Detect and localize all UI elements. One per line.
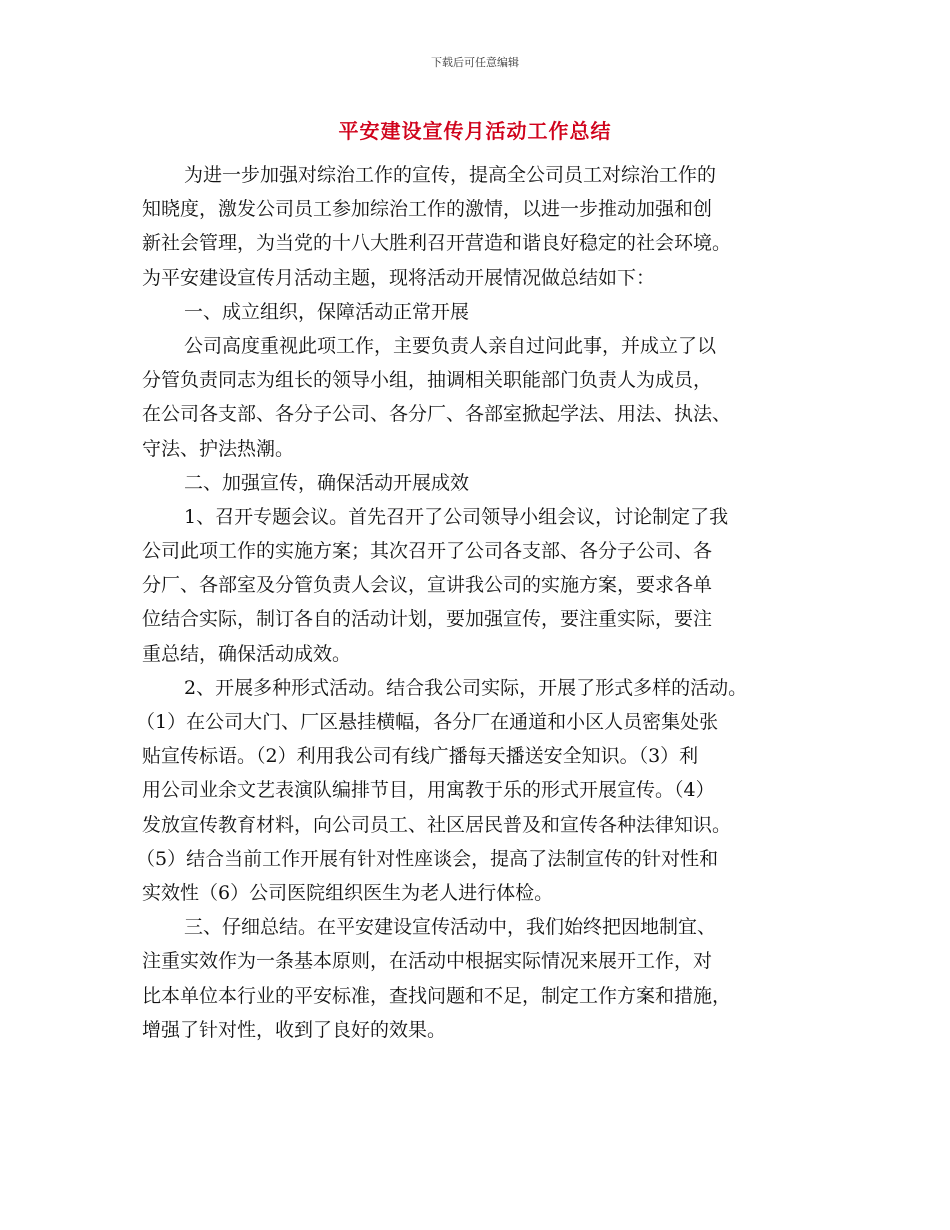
body-line: 位结合实际，制订各自的活动计划，要加强宣传，要注重实际，要注 [142, 608, 713, 631]
body-line: 为平安建设宣传月活动主题，现将活动开展情况做总结如下： [142, 266, 656, 289]
body-line: 分管负责同志为组长的领导小组，抽调相关职能部门负责人为成员， [142, 369, 713, 392]
body-line: 在公司各支部、各分子公司、各分厂、各部室掀起学法、用法、执法、 [142, 403, 732, 426]
document-title: 平安建设宣传月活动工作总结 [338, 119, 612, 143]
body-line: 增强了针对性，收到了良好的效果。 [142, 1018, 447, 1041]
body-line: 1、召开专题会议。首先召开了公司领导小组会议，讨论制定了我 [184, 505, 729, 528]
body-line: （1）在公司大门、厂区悬挂横幅，各分厂在通道和小区人员密集处张 [136, 711, 719, 733]
body-line: 守法、护法热潮。 [142, 437, 295, 460]
body-line: （5）结合当前工作开展有针对性座谈会，提高了法制宣传的针对性和 [136, 847, 719, 870]
body-line: 2、开展多种形式活动。结合我公司实际，开展了形式多样的活动。 [184, 676, 748, 699]
body-line: 发放宣传教育材料，向公司员工、社区居民普及和宣传各种法律知识。 [142, 813, 732, 836]
section-heading: 一、成立组织，保障活动正常开展 [184, 300, 470, 323]
body-line: 为进一步加强对综治工作的宣传，提高全公司员工对综治工作的 [184, 164, 717, 186]
body-line: 比本单位本行业的平安标准，查找问题和不足，制定工作方案和措施， [142, 984, 732, 1007]
body-line: 公司高度重视此项工作，主要负责人亲自过问此事，并成立了以 [184, 334, 717, 357]
body-line: 贴宣传标语。（2）利用我公司有线广播每天播送安全知识。（3）利 [142, 745, 699, 768]
body-line: 知晓度，激发公司员工参加综治工作的激情，以进一步推动加强和创 [142, 198, 713, 221]
section-heading: 三、仔细总结。在平安建设宣传活动中，我们始终把因地制宜、 [184, 916, 717, 939]
body-line: 公司此项工作的实施方案；其次召开了公司各支部、各分子公司、各 [142, 540, 713, 563]
body-line: 用公司业余文艺表演队编排节目，用寓教于乐的形式开展宣传。（4） [142, 779, 715, 802]
body-line: 重总结，确保活动成效。 [142, 642, 352, 665]
body-line: 分厂、各部室及分管负责人会议，宣讲我公司的实施方案，要求各单 [142, 574, 713, 597]
body-line: 注重实效作为一条基本原则，在活动中根据实际情况来展开工作，对 [142, 950, 713, 973]
body-line: 新社会管理，为当党的十八大胜利召开营造和谐良好稳定的社会环境。 [142, 232, 732, 255]
section-heading: 二、加强宣传，确保活动开展成效 [184, 471, 470, 494]
header-note: 下载后可任意编辑 [431, 56, 519, 69]
body-line: 实效性（6）公司医院组织医生为老人进行体检。 [142, 881, 554, 904]
document-body [136, 158, 832, 1047]
